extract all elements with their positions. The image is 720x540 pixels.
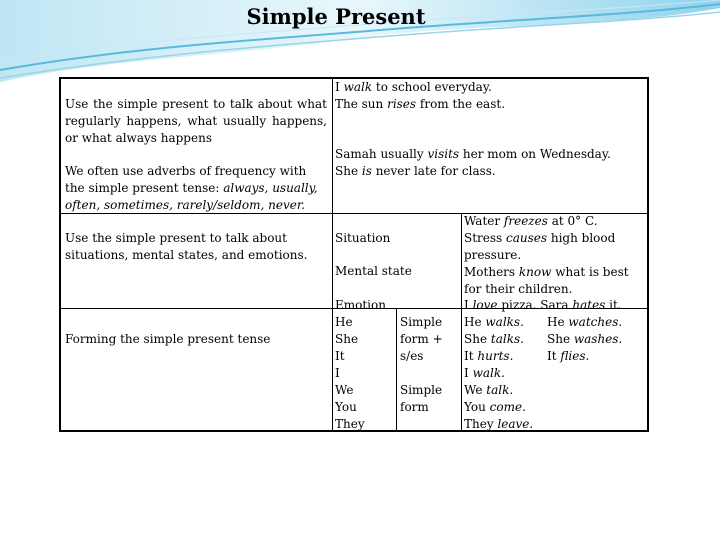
category-mental-state: Mental state	[335, 264, 412, 278]
grammar-table	[59, 77, 649, 432]
examples-other-pronouns	[464, 365, 533, 433]
example-sentence: She is never late for class.	[335, 164, 496, 178]
examples-third-person-a	[464, 314, 524, 365]
example-sentence: She talks.	[464, 332, 524, 346]
example-sentence: It hurts.	[464, 349, 514, 363]
example-sentence: I walk to school everyday.	[335, 80, 492, 94]
example-sentence: Mothers know what is best for their children.	[464, 265, 629, 296]
pronoun-list-others: I We You They	[335, 366, 365, 431]
form-rule-s-es: Simple form + s/es	[400, 315, 443, 363]
examples-states-emotions	[464, 213, 647, 298]
column-divider	[332, 79, 333, 430]
example-sentence: It flies.	[547, 349, 590, 363]
rule-adverbs-of-frequency: We often use adverbs of frequency with the simple present tense: always, usually, often, sometimes, rarely/seldom, never.	[65, 164, 318, 212]
category-emotion: Emotion	[335, 298, 386, 312]
examples-regular-habits	[335, 79, 645, 113]
example-sentence: You come.	[464, 400, 526, 414]
example-sentence: Stress causes high blood pressure.	[464, 231, 616, 262]
column-divider	[396, 308, 397, 430]
pronoun-list-third-person: He She It	[335, 315, 359, 363]
example-sentence: She washes.	[547, 332, 623, 346]
category-situation: Situation	[335, 231, 391, 245]
example-sentence: I love pizza. Sara hates it.	[464, 298, 622, 312]
example-sentence: He walks.	[464, 315, 524, 329]
form-rule-simple: Simple form	[400, 383, 443, 414]
column-divider	[461, 213, 462, 430]
rule-regular-habits: Use the simple present to talk about what regularly happens, what usually happens, or what always happens	[65, 97, 327, 145]
example-sentence: Water freezes at 0° C.	[464, 214, 598, 228]
examples-adverbs-of-frequency	[335, 146, 645, 180]
example-sentence: The sun rises from the east.	[335, 97, 506, 111]
rule-states-emotions: Use the simple present to talk about situations, mental states, and emotions.	[65, 231, 308, 262]
example-sentence: Samah usually visits her mom on Wednesday.	[335, 147, 611, 161]
example-sentence: They leave.	[464, 417, 534, 431]
example-sentence: He watches.	[547, 315, 623, 329]
examples-third-person-b	[547, 314, 622, 365]
slide-title: Simple Present	[246, 4, 426, 29]
example-sentence: I walk.	[464, 366, 505, 380]
rule-forming-tense: Forming the simple present tense	[65, 332, 271, 346]
example-sentence: We talk.	[464, 383, 514, 397]
